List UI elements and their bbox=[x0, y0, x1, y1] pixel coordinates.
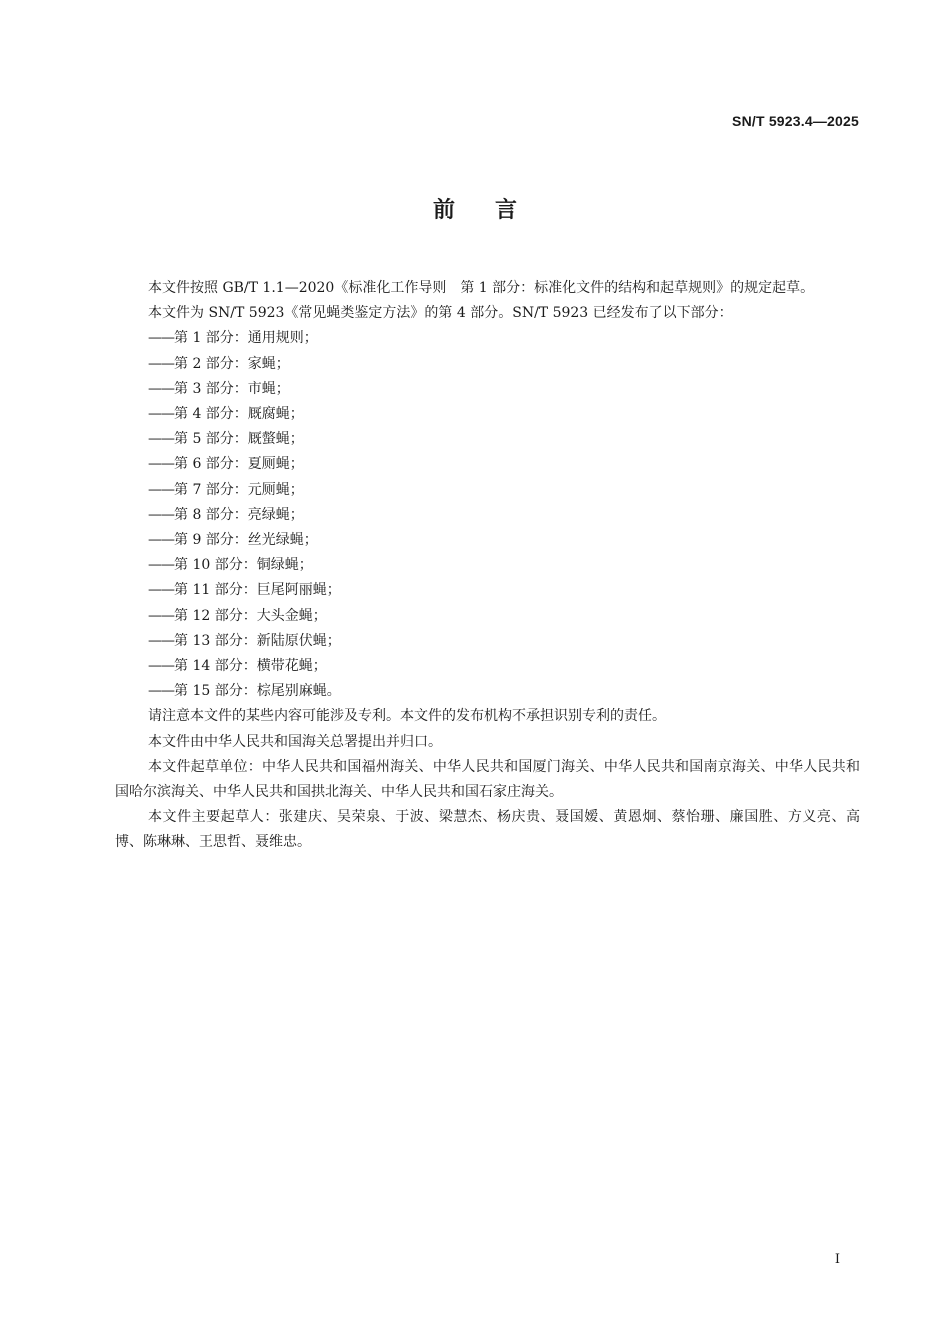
list-item-text: 第 3 部分：市蝇； bbox=[174, 380, 290, 397]
list-item bbox=[115, 326, 860, 351]
list-dash: —— bbox=[148, 658, 174, 675]
paragraph-part-intro: 本文件为 SN/T 5923《常见蝇类鉴定方法》的第 4 部分。SN/T 5923 已经发布了以下部分： bbox=[148, 305, 733, 322]
list-dash: —— bbox=[148, 683, 174, 700]
list-item bbox=[115, 629, 860, 654]
list-dash: —— bbox=[148, 380, 174, 397]
list-item-text: 第 6 部分：夏厕蝇； bbox=[174, 456, 304, 473]
paragraph-patent-notice: 请注意本文件的某些内容可能涉及专利。本文件的发布机构不承担识别专利的责任。 bbox=[148, 708, 666, 725]
list-item bbox=[115, 352, 860, 377]
list-item bbox=[115, 478, 860, 503]
list-item bbox=[115, 377, 860, 402]
list-item-text: 第 12 部分：大头金蝇； bbox=[174, 607, 327, 624]
paragraph-drafters: 本文件主要起草人：张建庆、吴荣泉、于波、梁慧杰、杨庆贵、聂国嫒、黄恩炯、蔡怡珊、廉国胜、方义亮、高博、陈琳琳、王思哲、聂维忠。 bbox=[115, 809, 860, 851]
list-item bbox=[115, 402, 860, 427]
list-item bbox=[115, 654, 860, 679]
list-item bbox=[115, 604, 860, 629]
list-item bbox=[115, 503, 860, 528]
list-dash: —— bbox=[148, 330, 174, 347]
list-dash: —— bbox=[148, 456, 174, 473]
list-item bbox=[115, 679, 860, 704]
standard-code: SN/T 5923.4—2025 bbox=[732, 113, 859, 129]
list-item-text: 第 15 部分：棕尾别麻蝇。 bbox=[174, 683, 341, 700]
list-item-text: 第 9 部分：丝光绿蝇； bbox=[174, 532, 318, 549]
list-item bbox=[115, 427, 860, 452]
paragraph-drafting-rules: 本文件按照 GB/T 1.1—2020《标准化工作导则 第 1 部分：标准化文件的结构和起草规则》的规定起草。 bbox=[148, 280, 815, 296]
list-item-text: 第 11 部分：巨尾阿丽蝇； bbox=[174, 582, 341, 599]
list-dash: —— bbox=[148, 632, 174, 649]
list-item-text: 第 10 部分：铜绿蝇； bbox=[174, 557, 313, 574]
list-dash: —— bbox=[148, 607, 174, 624]
list-item-text: 第 14 部分：横带花蝇； bbox=[174, 658, 327, 675]
list-item bbox=[115, 452, 860, 477]
list-dash: —— bbox=[148, 582, 174, 599]
list-item bbox=[115, 578, 860, 603]
list-item-text: 第 1 部分：通用规则； bbox=[174, 330, 318, 347]
list-dash: —— bbox=[148, 532, 174, 549]
list-item bbox=[115, 528, 860, 553]
list-item bbox=[115, 553, 860, 578]
list-dash: —— bbox=[148, 506, 174, 523]
list-dash: —— bbox=[148, 481, 174, 498]
list-item-text: 第 8 部分：亮绿蝇； bbox=[174, 506, 304, 523]
paragraph-drafting-units: 本文件起草单位：中华人民共和国福州海关、中华人民共和国厦门海关、中华人民共和国南京海关、中华人民共和国哈尔滨海关、中华人民共和国拱北海关、中华人民共和国石家庄海关。 bbox=[115, 758, 860, 801]
paragraph-proposer: 本文件由中华人民共和国海关总署提出并归口。 bbox=[148, 733, 442, 750]
parts-list bbox=[115, 326, 860, 704]
list-item-text: 第 2 部分：家蝇； bbox=[174, 355, 290, 372]
list-dash: —— bbox=[148, 431, 174, 448]
foreword-body bbox=[115, 276, 860, 856]
page-title: 前言 bbox=[432, 198, 557, 223]
list-dash: —— bbox=[148, 355, 174, 372]
list-item-text: 第 13 部分：新陆原伏蝇； bbox=[174, 632, 341, 649]
list-item-text: 第 4 部分：厩腐蝇； bbox=[174, 406, 304, 423]
list-item-text: 第 7 部分：元厕蝇； bbox=[174, 481, 304, 498]
list-dash: —— bbox=[148, 406, 174, 423]
list-item-text: 第 5 部分：厩螫蝇； bbox=[174, 431, 304, 448]
list-dash: —— bbox=[148, 557, 174, 574]
page-number: I bbox=[834, 1252, 840, 1267]
